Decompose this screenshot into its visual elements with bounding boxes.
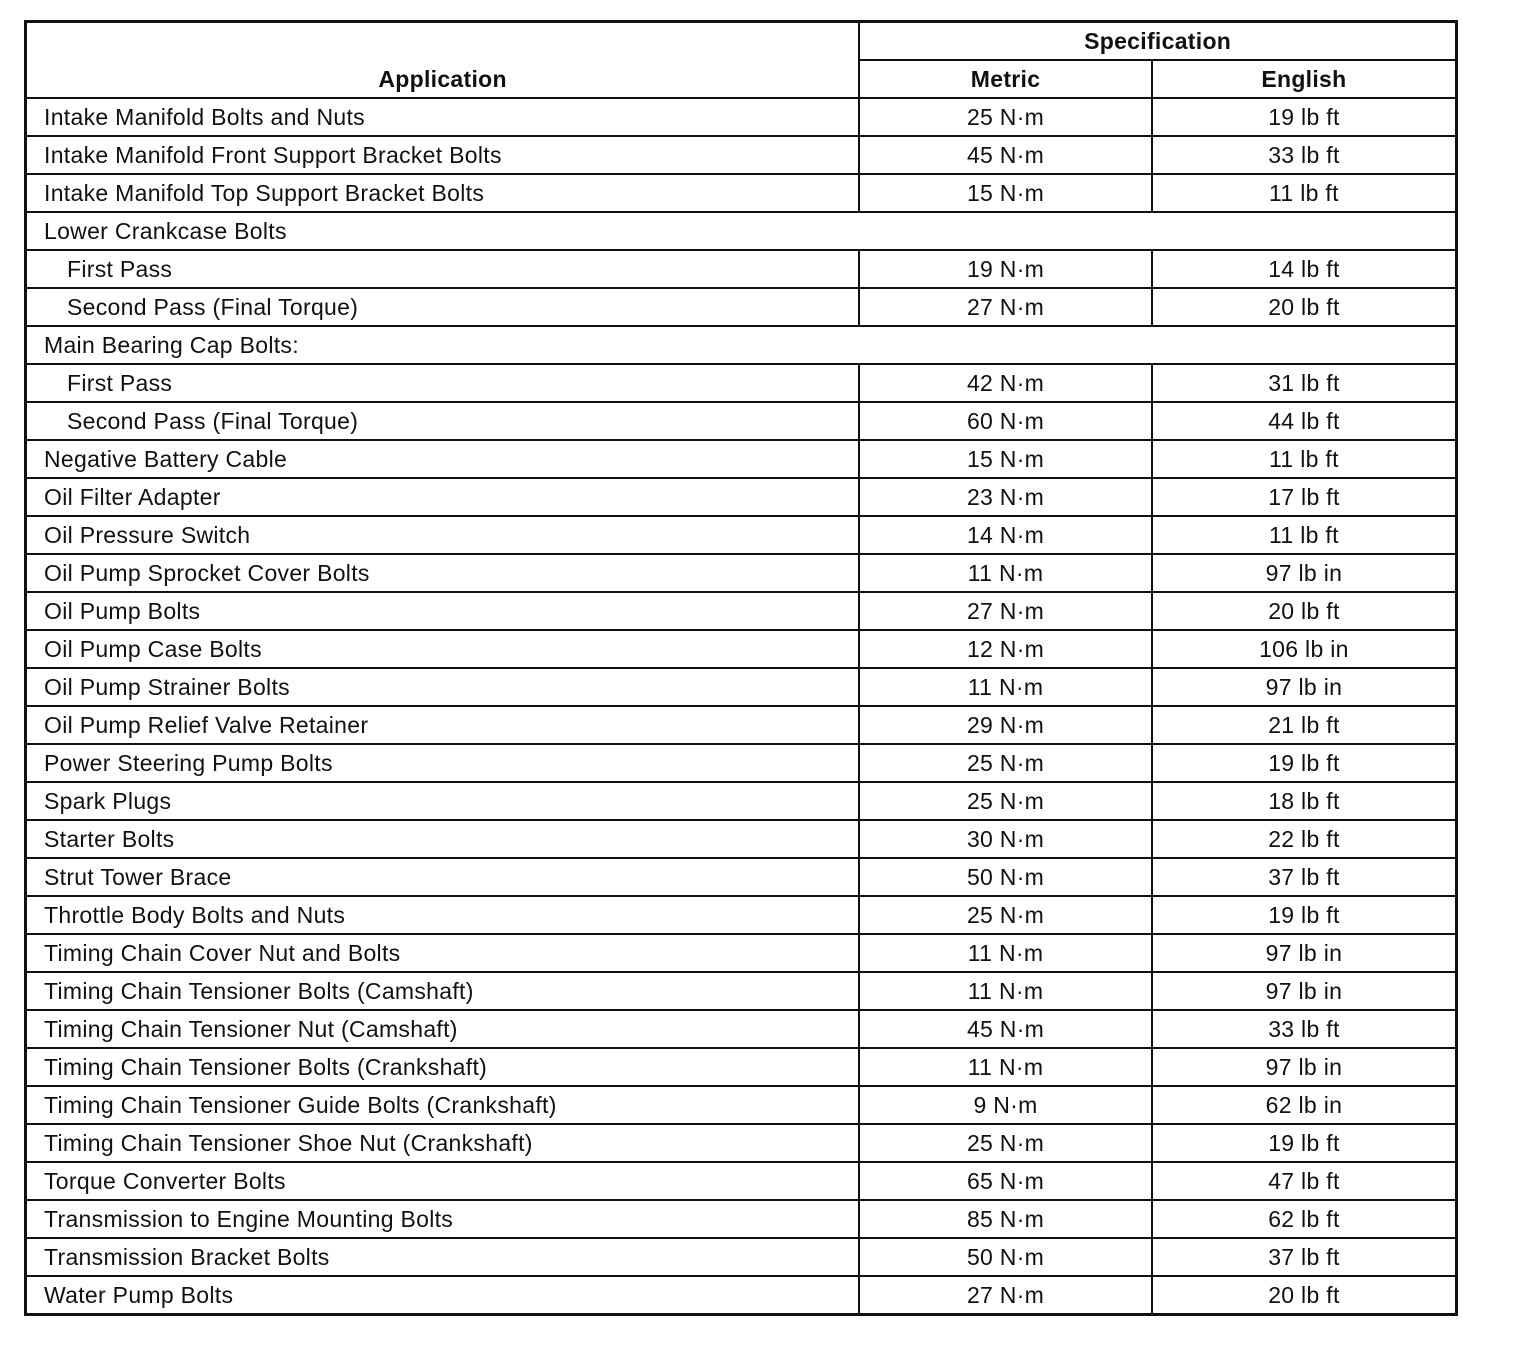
- metric-cell: 60 N·m: [859, 402, 1152, 440]
- application-cell: Timing Chain Tensioner Bolts (Camshaft): [26, 972, 860, 1010]
- english-cell: 33 lb ft: [1152, 136, 1457, 174]
- table-row: [26, 972, 1457, 1010]
- metric-cell: 25 N·m: [859, 744, 1152, 782]
- table-row: [26, 744, 1457, 782]
- metric-cell: 25 N·m: [859, 896, 1152, 934]
- group-label: Lower Crankcase Bolts: [26, 212, 1457, 250]
- english-cell: 17 lb ft: [1152, 478, 1457, 516]
- table-row: [26, 136, 1457, 174]
- english-cell: 19 lb ft: [1152, 896, 1457, 934]
- table-group-row: [26, 326, 1457, 364]
- english-cell: 11 lb ft: [1152, 174, 1457, 212]
- english-cell: 11 lb ft: [1152, 440, 1457, 478]
- english-cell: 97 lb in: [1152, 668, 1457, 706]
- english-cell: 31 lb ft: [1152, 364, 1457, 402]
- english-cell: 97 lb in: [1152, 554, 1457, 592]
- english-cell: 37 lb ft: [1152, 1238, 1457, 1276]
- application-cell: Oil Pump Strainer Bolts: [26, 668, 860, 706]
- english-cell: 20 lb ft: [1152, 288, 1457, 326]
- table-row: [26, 820, 1457, 858]
- application-cell: Strut Tower Brace: [26, 858, 860, 896]
- english-cell: 19 lb ft: [1152, 1124, 1457, 1162]
- application-cell: Water Pump Bolts: [26, 1276, 860, 1315]
- application-cell: Oil Filter Adapter: [26, 478, 860, 516]
- metric-cell: 65 N·m: [859, 1162, 1152, 1200]
- table-row: [26, 98, 1457, 136]
- table-row: [26, 402, 1457, 440]
- english-cell: 37 lb ft: [1152, 858, 1457, 896]
- table-row: [26, 592, 1457, 630]
- english-cell: 19 lb ft: [1152, 744, 1457, 782]
- english-cell: 11 lb ft: [1152, 516, 1457, 554]
- application-cell: Timing Chain Tensioner Shoe Nut (Crankshaft): [26, 1124, 860, 1162]
- english-cell: 19 lb ft: [1152, 98, 1457, 136]
- metric-cell: 11 N·m: [859, 668, 1152, 706]
- table-row: [26, 630, 1457, 668]
- metric-cell: 11 N·m: [859, 972, 1152, 1010]
- application-cell: Timing Chain Cover Nut and Bolts: [26, 934, 860, 972]
- torque-spec-table: [24, 20, 1458, 1316]
- metric-cell: 12 N·m: [859, 630, 1152, 668]
- application-cell: Torque Converter Bolts: [26, 1162, 860, 1200]
- table-row: [26, 1200, 1457, 1238]
- metric-cell: 42 N·m: [859, 364, 1152, 402]
- english-cell: 14 lb ft: [1152, 250, 1457, 288]
- table-body: [26, 98, 1457, 1315]
- table-row: [26, 554, 1457, 592]
- application-cell: Oil Pump Sprocket Cover Bolts: [26, 554, 860, 592]
- metric-cell: 50 N·m: [859, 858, 1152, 896]
- metric-cell: 25 N·m: [859, 782, 1152, 820]
- metric-cell: 50 N·m: [859, 1238, 1152, 1276]
- english-cell: 44 lb ft: [1152, 402, 1457, 440]
- table-row: [26, 250, 1457, 288]
- header-row-specification: [26, 22, 1457, 61]
- english-cell: 18 lb ft: [1152, 782, 1457, 820]
- metric-cell: 14 N·m: [859, 516, 1152, 554]
- metric-cell: 30 N·m: [859, 820, 1152, 858]
- metric-cell: 85 N·m: [859, 1200, 1152, 1238]
- table-row: [26, 706, 1457, 744]
- table-row: [26, 1124, 1457, 1162]
- table-row: [26, 782, 1457, 820]
- sub-application-cell: Second Pass (Final Torque): [26, 288, 860, 326]
- application-cell: Oil Pump Relief Valve Retainer: [26, 706, 860, 744]
- table-row: [26, 1238, 1457, 1276]
- metric-cell: 19 N·m: [859, 250, 1152, 288]
- application-cell: Transmission Bracket Bolts: [26, 1238, 860, 1276]
- application-cell: Transmission to Engine Mounting Bolts: [26, 1200, 860, 1238]
- table-row: [26, 364, 1457, 402]
- application-cell: Negative Battery Cable: [26, 440, 860, 478]
- table-row: [26, 896, 1457, 934]
- metric-cell: 15 N·m: [859, 440, 1152, 478]
- table-row: [26, 1048, 1457, 1086]
- application-cell: Timing Chain Tensioner Bolts (Crankshaft): [26, 1048, 860, 1086]
- metric-column-header: Metric: [859, 60, 1152, 98]
- english-cell: 97 lb in: [1152, 1048, 1457, 1086]
- application-cell: Oil Pressure Switch: [26, 516, 860, 554]
- english-cell: 21 lb ft: [1152, 706, 1457, 744]
- english-cell: 20 lb ft: [1152, 1276, 1457, 1315]
- application-cell: Intake Manifold Top Support Bracket Bolts: [26, 174, 860, 212]
- metric-cell: 25 N·m: [859, 98, 1152, 136]
- specification-column-header: Specification: [859, 22, 1456, 61]
- table-row: [26, 934, 1457, 972]
- metric-cell: 11 N·m: [859, 554, 1152, 592]
- table-row: [26, 1276, 1457, 1315]
- application-cell: Oil Pump Bolts: [26, 592, 860, 630]
- metric-cell: 11 N·m: [859, 1048, 1152, 1086]
- application-column-header: Application: [26, 22, 860, 99]
- english-cell: 47 lb ft: [1152, 1162, 1457, 1200]
- english-cell: 62 lb ft: [1152, 1200, 1457, 1238]
- metric-cell: 45 N·m: [859, 136, 1152, 174]
- english-cell: 62 lb in: [1152, 1086, 1457, 1124]
- table-row: [26, 858, 1457, 896]
- metric-cell: 25 N·m: [859, 1124, 1152, 1162]
- metric-cell: 15 N·m: [859, 174, 1152, 212]
- english-column-header: English: [1152, 60, 1457, 98]
- group-label: Main Bearing Cap Bolts:: [26, 326, 1457, 364]
- metric-cell: 27 N·m: [859, 1276, 1152, 1315]
- application-cell: Timing Chain Tensioner Guide Bolts (Crankshaft): [26, 1086, 860, 1124]
- application-cell: Power Steering Pump Bolts: [26, 744, 860, 782]
- english-cell: 33 lb ft: [1152, 1010, 1457, 1048]
- application-cell: Starter Bolts: [26, 820, 860, 858]
- application-cell: Throttle Body Bolts and Nuts: [26, 896, 860, 934]
- sub-application-cell: Second Pass (Final Torque): [26, 402, 860, 440]
- table-row: [26, 174, 1457, 212]
- english-cell: 106 lb in: [1152, 630, 1457, 668]
- metric-cell: 27 N·m: [859, 592, 1152, 630]
- table-row: [26, 1162, 1457, 1200]
- application-cell: Spark Plugs: [26, 782, 860, 820]
- sub-application-cell: First Pass: [26, 250, 860, 288]
- table-row: [26, 288, 1457, 326]
- english-cell: 97 lb in: [1152, 934, 1457, 972]
- table-group-row: [26, 212, 1457, 250]
- metric-cell: 29 N·m: [859, 706, 1152, 744]
- metric-cell: 45 N·m: [859, 1010, 1152, 1048]
- sub-application-cell: First Pass: [26, 364, 860, 402]
- english-cell: 22 lb ft: [1152, 820, 1457, 858]
- metric-cell: 9 N·m: [859, 1086, 1152, 1124]
- metric-cell: 27 N·m: [859, 288, 1152, 326]
- application-cell: Timing Chain Tensioner Nut (Camshaft): [26, 1010, 860, 1048]
- metric-cell: 23 N·m: [859, 478, 1152, 516]
- application-cell: Oil Pump Case Bolts: [26, 630, 860, 668]
- table-row: [26, 478, 1457, 516]
- application-cell: Intake Manifold Bolts and Nuts: [26, 98, 860, 136]
- table-row: [26, 668, 1457, 706]
- table-row: [26, 1086, 1457, 1124]
- metric-cell: 11 N·m: [859, 934, 1152, 972]
- application-cell: Intake Manifold Front Support Bracket Bolts: [26, 136, 860, 174]
- english-cell: 97 lb in: [1152, 972, 1457, 1010]
- table-row: [26, 440, 1457, 478]
- table-row: [26, 516, 1457, 554]
- english-cell: 20 lb ft: [1152, 592, 1457, 630]
- table-row: [26, 1010, 1457, 1048]
